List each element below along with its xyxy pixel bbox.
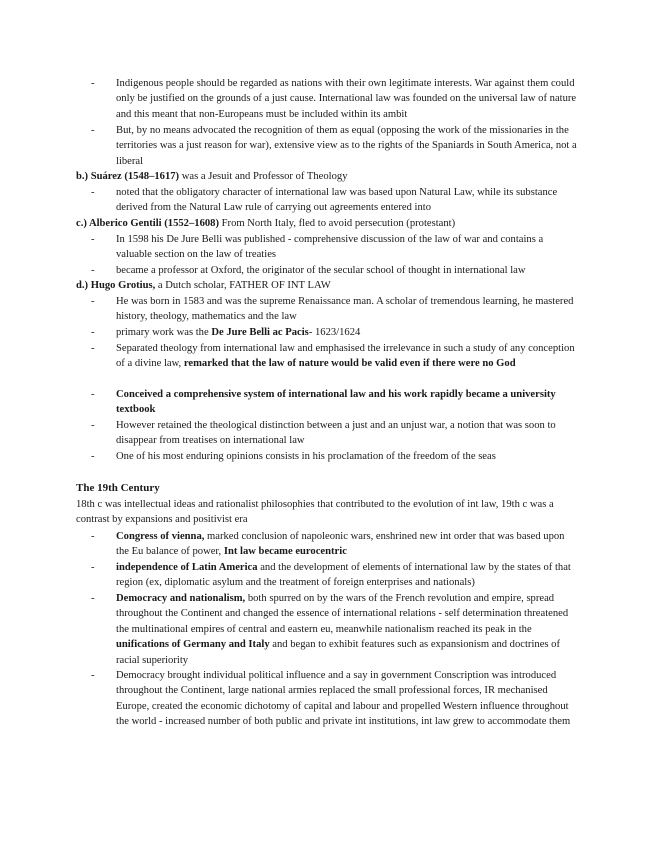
bold-fragment: Democracy and nationalism, — [116, 593, 246, 604]
bullet-marker: - — [91, 234, 95, 245]
bullet-congress-of-vienna — [116, 529, 578, 560]
bullet-just-unjust-war: However retained the theological distinction between a just and an unjust war, a notion that was soon to disappear from treatises on international law — [116, 420, 556, 447]
text-fragment: primary work was the — [116, 327, 212, 338]
bullet-marker: - — [91, 78, 95, 89]
bullet-de-jure-belli: In 1598 his De Jure Belli was published - comprehensive discussion of the law of war and contains a valuable section on the law of treaties — [116, 234, 544, 261]
bullet-marker: - — [91, 296, 95, 307]
text-fragment: both spurred on by the wars of the French revolution and empire, spread throughout the Continent and changed the essence of international relations - self determination threatened the multinational empires of central and eastern eu, meanwhile nationalism reached its peak in the — [116, 593, 569, 635]
bold-fragment: unifications of Germany and Italy — [116, 639, 270, 651]
heading-grotius — [76, 278, 581, 293]
bullet-primary-work — [116, 325, 578, 340]
text-fragment: and began to exhibit features such as expansionism and doctrines of racial superiority — [116, 639, 560, 666]
bullet-not-equal: But, by no means advocated the recognition of them as equal (opposing the work of the missionaries in the territories was a just reason for war), extensive view as to the rights of the Spaniards in South America, not a liberal — [116, 125, 577, 167]
suarez-desc: was a Jesuit and Professor of Theology — [179, 171, 348, 182]
bullet-oxford-professor: became a professor at Oxford, the originator of the secular school of thought in international law — [116, 265, 526, 276]
bullet-marker: - — [91, 265, 95, 276]
bullet-renaissance-man: He was born in 1583 and was the supreme Renaissance man. A scholar of tremendous learning, he mastered history, theology, mathematics and the law — [116, 296, 574, 323]
paragraph-19th-intro: 18th c was intellectual ideas and rationalist philosophies that contributed to the evolution of int law, 19th c was a contrast by expansions and positivist era — [76, 499, 554, 526]
bold-fragment: Int law became eurocentric — [223, 546, 347, 558]
bullet-marker: - — [91, 125, 95, 136]
work-title: De Jure Belli ac Pacis — [211, 327, 309, 338]
grotius-desc: a Dutch scholar, FATHER OF INT LAW — [155, 280, 331, 291]
bold-fragment: independence of Latin America — [116, 562, 258, 573]
text-fragment: and the development of elements of international law by the states of that region (ex, diplomatic asylum and the treatment of foreign enterprises and nationals) — [116, 562, 571, 589]
bullet-separated-theology — [116, 341, 578, 372]
text-fragment: marked conclusion of napoleonic wars, enshrined new int order that was based upon the Eu balance of power, — [116, 531, 565, 558]
gentili-desc: From North Italy, fled to avoid persecution (protestant) — [219, 218, 456, 229]
heading-gentili — [76, 216, 581, 231]
bullet-marker: - — [91, 187, 95, 198]
bullet-marker: - — [91, 389, 95, 400]
bullet-marker: - — [91, 451, 95, 462]
suarez-name: b.) Suárez (1548–1617) — [76, 171, 180, 182]
text-fragment: Separated theology from international law and emphasised the irrelevance in such a study of any conception of a divine law, — [116, 343, 575, 370]
bullet-latin-america — [116, 560, 578, 591]
bullet-marker: - — [91, 531, 95, 542]
bullet-marker: - — [91, 593, 95, 604]
bullet-suarez-natural-law: noted that the obligatory character of international law was based upon Natural Law, while its substance derived from the Natural Law rule of carrying out agreements entered into — [116, 187, 558, 214]
bullet-marker: - — [91, 420, 95, 431]
text-fragment: - 1623/1624 — [308, 327, 361, 338]
section-heading-19th-century: The 19th Century — [76, 482, 160, 494]
heading-suarez — [76, 169, 581, 184]
grotius-name: d.) Hugo Grotius, — [76, 280, 156, 291]
bullet-indigenous-nations: Indigenous people should be regarded as nations with their own legitimate interests. War against them could only be justified on the grounds of a just cause. International law was founded on the universal law of nature and this meant that non-Europeans must be included within its ambit — [116, 78, 577, 120]
bullet-democracy-influence: Democracy brought individual political influence and a say in government Conscription was introduced throughout the Continent, large national armies replaced the small professional forces, IR mechanised Europe, created the economic dichotomy of capital and labour and propelled Western influence throughout the world - increased number of both public and private int institutions, int law grew to accommodate them — [116, 670, 571, 728]
bullet-marker: - — [91, 562, 95, 573]
bullet-marker: - — [91, 327, 95, 338]
bullet-marker: - — [91, 343, 95, 354]
bullet-democracy-nationalism — [116, 591, 578, 668]
bullet-marker: - — [91, 670, 95, 681]
gentili-name: c.) Alberico Gentili (1552–1608) — [76, 218, 219, 229]
bullet-freedom-of-seas: One of his most enduring opinions consists in his proclamation of the freedom of the seas — [116, 451, 496, 462]
bold-fragment: Congress of vienna, — [116, 531, 205, 542]
bullet-comprehensive-system: Conceived a comprehensive system of international law and his work rapidly became a university textbook — [116, 389, 556, 416]
bold-fragment: remarked that the law of nature would be valid even if there were no God — [183, 358, 516, 370]
